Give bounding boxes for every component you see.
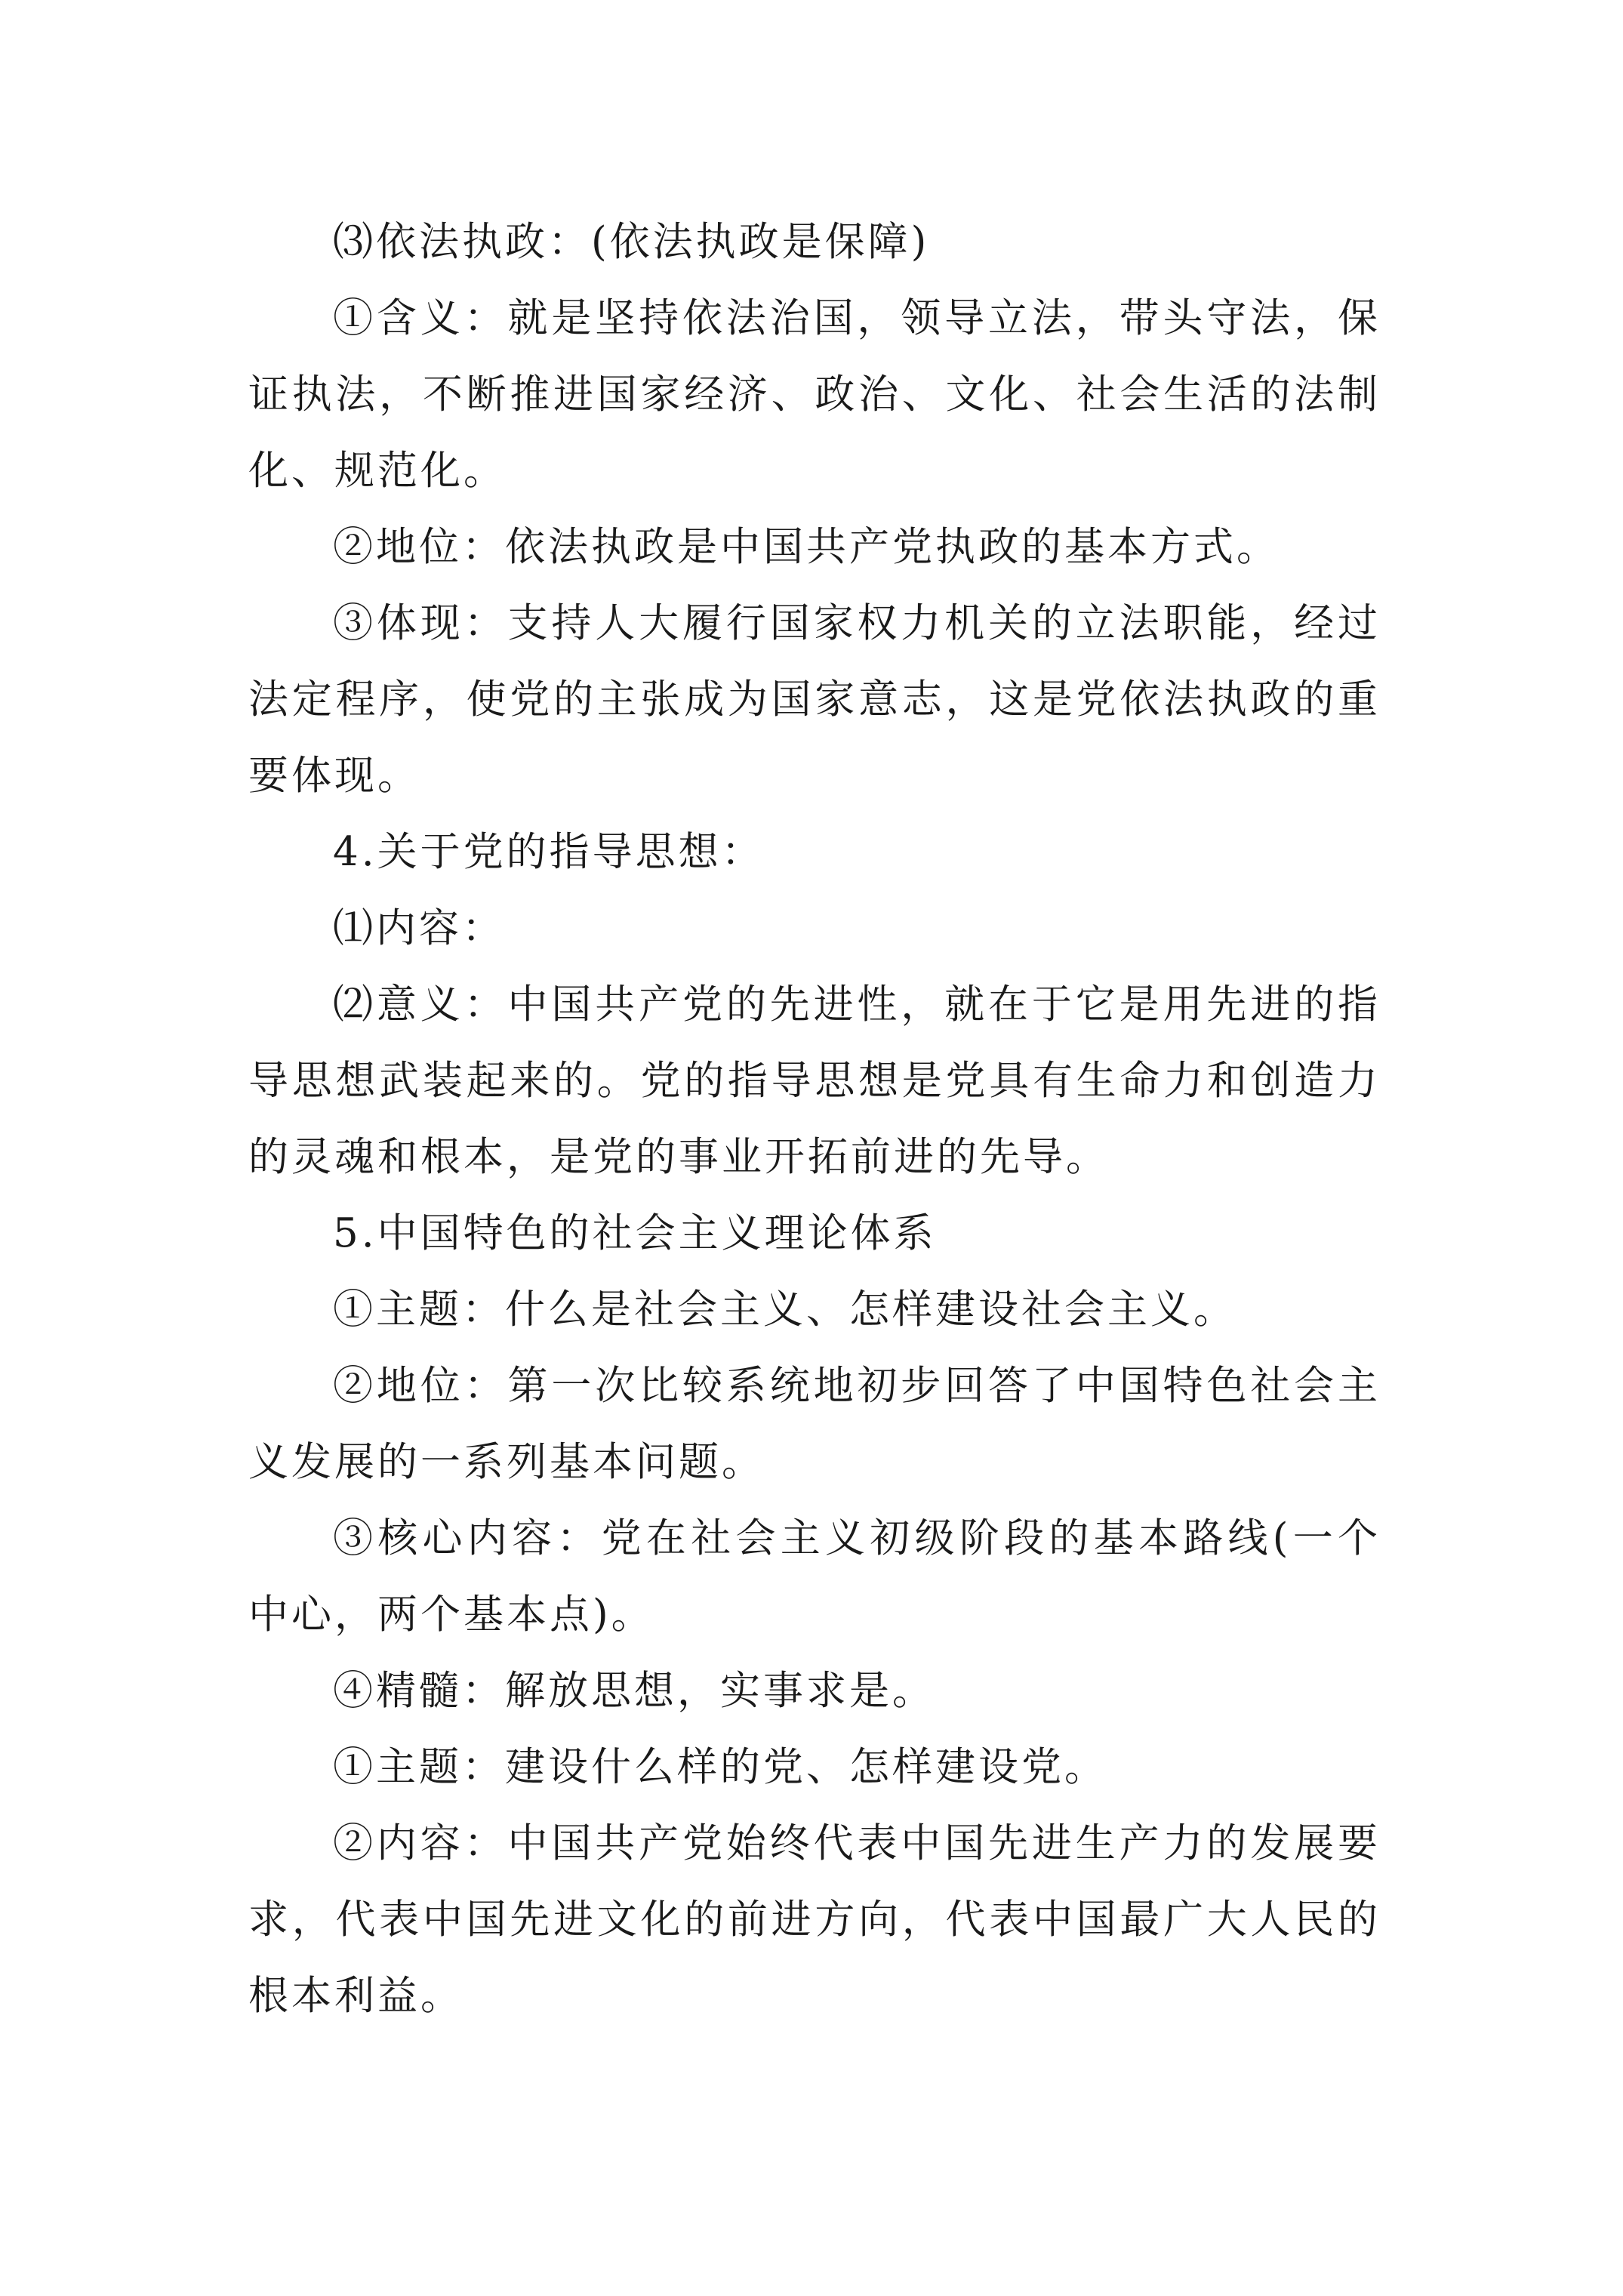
paragraph-position: ②地位：第一次比较系统地初步回答了中国特色社会主义发展的一系列基本问题。 <box>248 1363 1381 1485</box>
paragraph-essence: ④精髓：解放思想，实事求是。 <box>333 1668 935 1714</box>
paragraph-represents: ②内容：中国共产党始终代表中国先进生产力的发展要求，代表中国先进文化的前进方向，代表中国最广大人民的根本利益。 <box>248 1820 1381 2019</box>
paragraph-guiding-thought-heading: 4.关于党的指导思想： <box>333 829 765 875</box>
paragraph-rule-of-law-heading: ⑶依法执政：(依法执政是保障) <box>333 219 930 265</box>
paragraph-meaning: ①含义：就是坚持依法治国，领导立法，带头守法，保证执法，不断推进国家经济、政治、文化、社会生活的法制化、规范化。 <box>248 295 1381 494</box>
paragraph-status: ②地位：依法执政是中国共产党执政的基本方式。 <box>333 524 1280 570</box>
paragraph-theory-system-heading: 5.中国特色的社会主义理论体系 <box>333 1210 937 1256</box>
paragraph-content: ⑴内容： <box>333 905 505 951</box>
paragraph-embodiment: ③体现：支持人大履行国家权力机关的立法职能，经过法定程序，使党的主张成为国家意志，这是党依法执政的重要体现。 <box>248 600 1381 799</box>
paragraph-theme-party: ①主题：建设什么样的党、怎样建设党。 <box>333 1744 1107 1790</box>
paragraph-significance: ⑵意义：中国共产党的先进性，就在于它是用先进的指导思想武装起来的。党的指导思想是党具有生命力和创造力的灵魂和根本，是党的事业开拓前进的先导。 <box>248 982 1381 1180</box>
paragraph-core-content: ③核心内容：党在社会主义初级阶段的基本路线(一个中心，两个基本点)。 <box>248 1515 1381 1638</box>
paragraph-theme-socialism: ①主题：什么是社会主义、怎样建设社会主义。 <box>333 1287 1236 1333</box>
document-body <box>248 204 1381 2034</box>
